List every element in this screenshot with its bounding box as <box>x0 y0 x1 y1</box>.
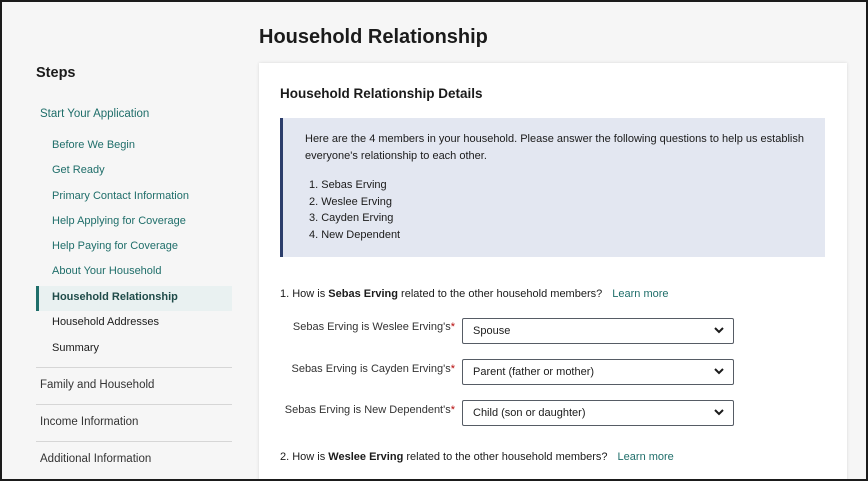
chevron-down-icon <box>713 323 725 337</box>
question-2-prefix: 2. How is <box>280 451 329 463</box>
nav-step-summary[interactable]: Summary <box>52 342 100 354</box>
question-1-suffix: related to the other household members? <box>398 288 603 300</box>
select-value: Spouse <box>473 325 511 337</box>
nav-step-household-addresses[interactable]: Household Addresses <box>52 316 160 328</box>
question-2-suffix: related to the other household members? <box>403 451 608 463</box>
member-list-item: 2. Weslee Erving <box>309 195 392 208</box>
nav-step-household-relationship[interactable]: Household Relationship <box>52 291 178 303</box>
sidebar-divider <box>36 404 232 405</box>
relationship-details-card <box>259 63 847 481</box>
required-asterisk: * <box>450 321 455 333</box>
nav-step-primary-contact-information[interactable]: Primary Contact Information <box>52 190 189 202</box>
nav-step-help-paying-for-coverage[interactable]: Help Paying for Coverage <box>52 240 178 252</box>
household-info-text: Here are the 4 members in your household. Please answer the following questions to help us establish everyone's relationship to each other. <box>305 133 804 162</box>
select-value: Child (son or daughter) <box>473 407 586 419</box>
relationship-select-cayden[interactable] <box>462 359 734 385</box>
nav-step-before-we-begin[interactable]: Before We Begin <box>52 139 135 151</box>
member-list-item: 4. New Dependent <box>309 228 401 241</box>
relationship-field-label: Sebas Erving is Weslee Erving's* <box>292 321 455 333</box>
question-1 <box>280 288 669 300</box>
household-member-list <box>309 177 400 243</box>
chevron-down-icon <box>713 405 725 419</box>
learn-more-link[interactable]: Learn more <box>612 288 669 300</box>
nav-section-income-information[interactable]: Income Information <box>40 416 139 428</box>
question-1-prefix: 1. How is <box>280 288 329 300</box>
relationship-field-label: Sebas Erving is Cayden Erving's* <box>291 363 455 375</box>
relationship-field-label: Sebas Erving is New Dependent's* <box>284 404 455 416</box>
card-title: Household Relationship Details <box>280 86 483 101</box>
nav-step-get-ready[interactable]: Get Ready <box>52 164 105 176</box>
member-list-item: 3. Cayden Erving <box>309 212 394 224</box>
relationship-select-weslee[interactable] <box>462 318 734 344</box>
nav-section-family-and-household[interactable]: Family and Household <box>40 379 155 391</box>
required-asterisk: * <box>450 363 455 375</box>
sidebar-divider <box>36 367 232 368</box>
member-list-item: 1. Sebas Erving <box>309 179 387 191</box>
question-2 <box>280 451 674 463</box>
nav-step-help-applying-for-coverage[interactable]: Help Applying for Coverage <box>52 215 186 227</box>
nav-step-about-your-household[interactable]: About Your Household <box>52 265 162 277</box>
household-info-box <box>280 118 825 257</box>
nav-section-additional-information[interactable]: Additional Information <box>40 453 152 465</box>
learn-more-link[interactable]: Learn more <box>617 451 674 463</box>
nav-section-start-your-application[interactable]: Start Your Application <box>40 108 150 120</box>
relationship-select-new-dependent[interactable] <box>462 400 734 426</box>
chevron-down-icon <box>713 364 725 378</box>
question-1-member-name: Sebas Erving <box>328 288 398 300</box>
sidebar-divider <box>36 441 232 442</box>
required-asterisk: * <box>450 404 455 416</box>
select-value: Parent (father or mother) <box>473 366 595 378</box>
question-2-member-name: Weslee Erving <box>328 451 404 463</box>
steps-heading: Steps <box>36 65 76 81</box>
page-title: Household Relationship <box>259 26 488 48</box>
